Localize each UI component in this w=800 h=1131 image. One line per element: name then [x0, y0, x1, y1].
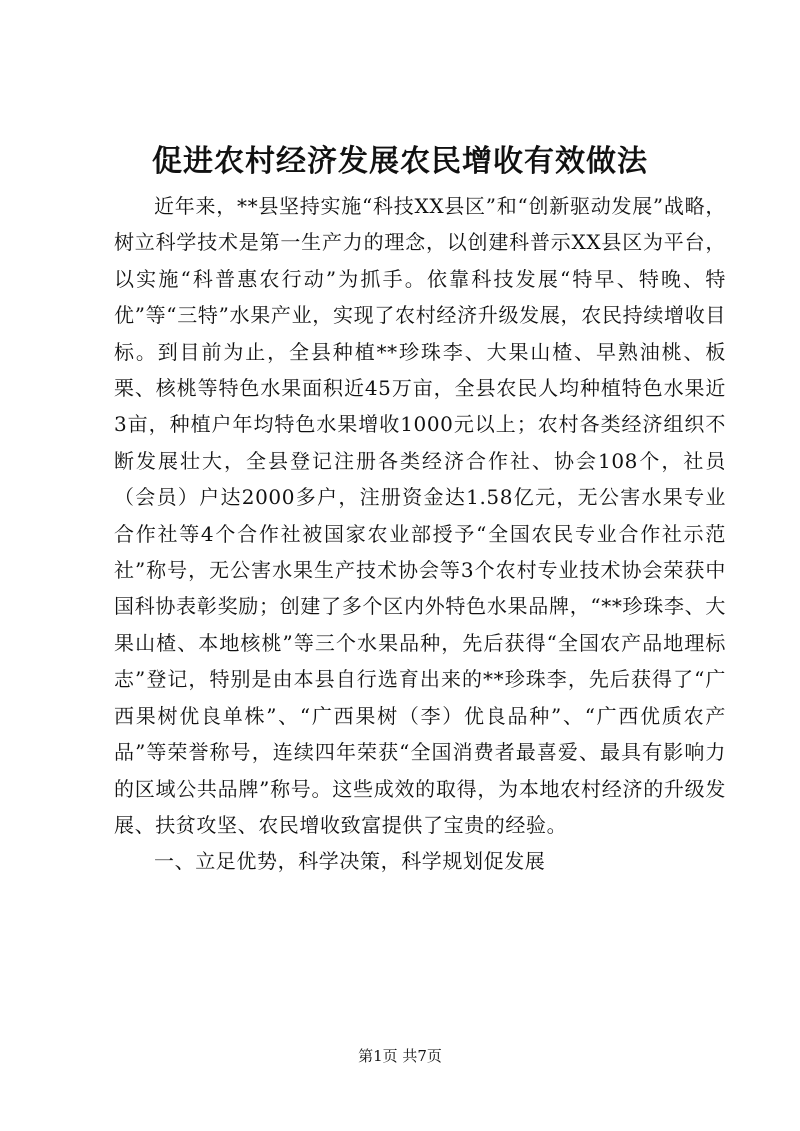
page-number-footer: 第1页 共7页	[358, 1047, 442, 1065]
section-heading: 一、立足优势，科学决策，科学规划促发展	[154, 849, 546, 874]
document-body	[114, 188, 726, 880]
body-paragraph: 近年来，**县坚持实施“科技XX县区”和“创新驱动发展”战略，树立科学技术是第一生产力的理念，以创建科普示XX县区为平台，以实施“科普惠农行动”为抓手。依靠科技发展“特早、特晚、特优”等“三特”水果产业，实现了农村经济升级发展，农民持续增收目标。到目前为止，全县种植**珍珠李、大果山楂、早熟油桃、板栗、核桃等特色水果面积近45万亩，全县农民人均种植特色水果近3亩，种植户年均特色水果增收1000元以上；农村各类经济组织不断发展壮大，全县登记注册各类经济合作社、协会108个，社员（会员）户达2000多户，注册资金达1.58亿元，无公害水果专业合作社等4个合作社被国家农业部授予“全国农民专业合作社示范社”称号，无公害水果生产技术协会等3个农村专业技术协会荣获中国科协表彰奖励；创建了多个区内外特色水果品牌，“**珍珠李、大果山楂、本地核桃”等三个水果品种，先后获得“全国农产品地理标志”登记，特别是由本县自行选育出来的**珍珠李，先后获得了“广西果树优良单株”、“广西果树（李）优良品种”、“广西优质农产品”等荣誉称号，连续四年荣获“全国消费者最喜爱、最具有影响力的区域公共品牌”称号。这些成效的取得，为本地农村经济的升级发展、扶贫攻坚、农民增收致富提供了宝贵的经验。	[114, 194, 726, 837]
document-title: 促进农村经济发展农民增收有效做法	[152, 144, 648, 179]
